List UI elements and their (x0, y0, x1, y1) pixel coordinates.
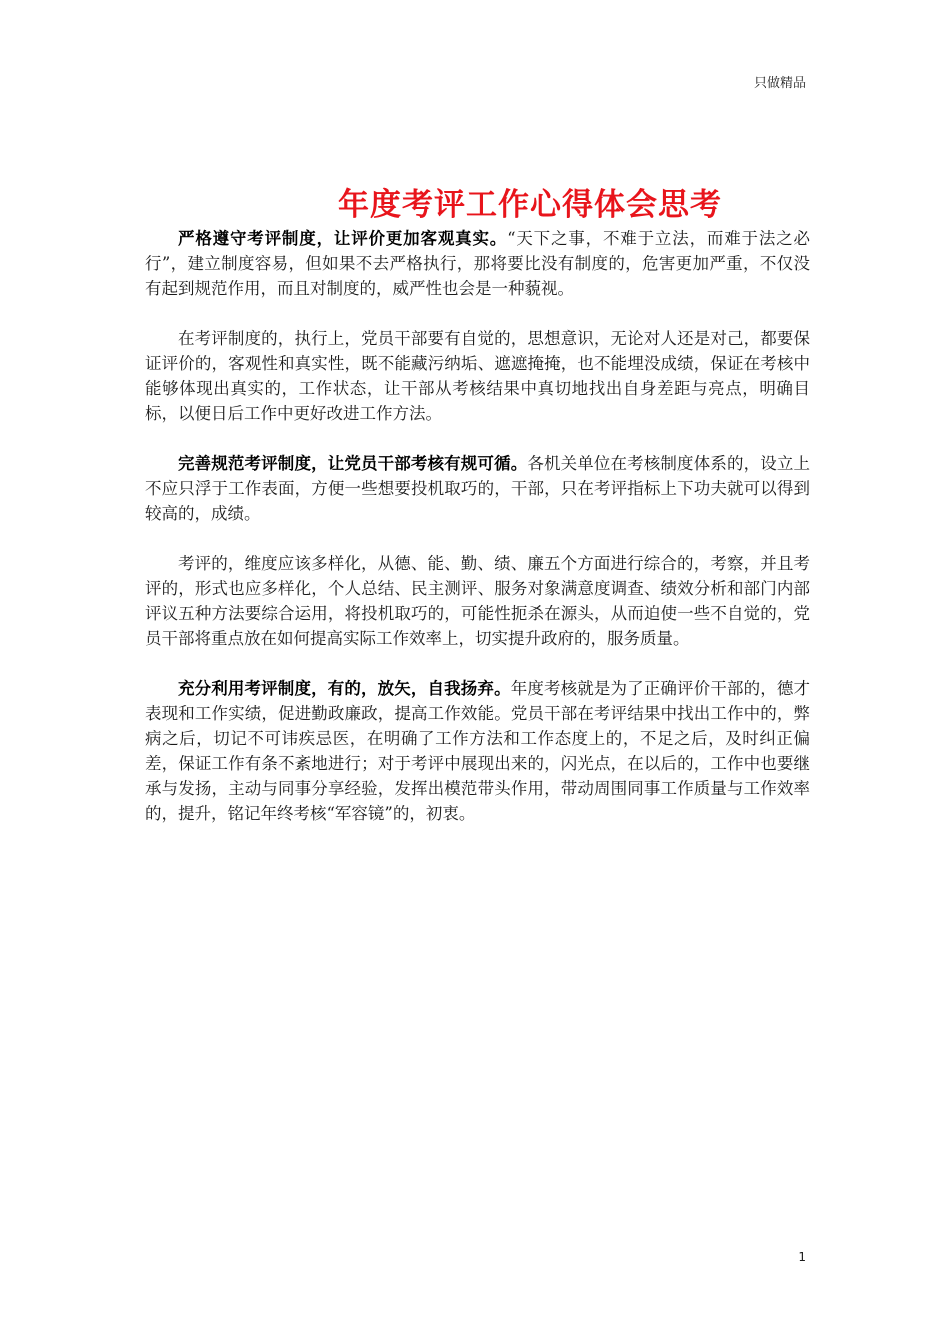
paragraph-3-text: 各机关单位在考核制度体系的，设立上不应只浮于工作表面，方便一些想要投机取巧的，干部，只在考评指标上下功夫就可以得到较高的，成绩。 (145, 454, 811, 523)
paragraph-1-text: “天下之事，不难于立法，而难于法之必行”，建立制度容易，但如果不去严格执行，那将要比没有制度的，危害更加严重，不仅没有起到规范作用，而且对制度的，威严性也会是一种藐视。 (145, 229, 811, 298)
paragraph-1 (145, 226, 810, 301)
paragraph-5 (145, 676, 810, 826)
paragraph-3-lead: 完善规范考评制度，让党员干部考核有规可循。 (178, 454, 528, 473)
paragraph-4-text: 考评的，维度应该多样化，从德、能、勤、绩、廉五个方面进行综合的，考察，并且考评的，形式也应多样化，个人总结、民主测评、服务对象满意度调查、绩效分析和部门内部评议五种方法要综合运用，将投机取巧的，可能性扼杀在源头，从而迫使一些不自觉的，党员干部将重点放在如何提高实际工作效率上，切实提升政府的，服务质量。 (145, 554, 810, 648)
paragraph-4 (145, 551, 810, 651)
paragraph-1-lead: 严格遵守考评制度，让评价更加客观真实。 (178, 229, 508, 248)
page-number: 1 (798, 1250, 806, 1264)
paragraph-5-lead: 充分利用考评制度，有的，放矢，自我扬弃。 (178, 679, 511, 698)
paragraph-5-text: 年度考核就是为了正确评价干部的，德才表现和工作实绩，促进勤政廉政，提高工作效能。党员干部在考评结果中找出工作中的，弊病之后，切记不可讳疾忌医，在明确了工作方法和工作态度上的，不足之后，及时纠正偏差，保证工作有条不紊地进行；对于考评中展现出来的，闪光点，在以后的，工作中也要继承与发扬，主动与同事分享经验，发挥出模范带头作用，带动周围同事工作质量与工作效率的，提升，铭记年终考核“军容镜”的，初衷。 (145, 679, 811, 823)
paragraph-2-text: 在考评制度的，执行上，党员干部要有自觉的，思想意识，无论对人还是对己，都要保证评价的，客观性和真实性，既不能藏污纳垢、遮遮掩掩，也不能埋没成绩，保证在考核中能够体现出真实的，工作状态，让干部从考核结果中真切地找出自身差距与亮点，明确目标，以便日后工作中更好改进工作方法。 (145, 329, 810, 423)
paragraph-2 (145, 326, 810, 426)
header-note: 只做精品 (753, 76, 806, 91)
paragraph-3 (145, 451, 810, 526)
document-title: 年度考评工作心得体会思考 (338, 186, 722, 223)
document-body (145, 226, 810, 851)
